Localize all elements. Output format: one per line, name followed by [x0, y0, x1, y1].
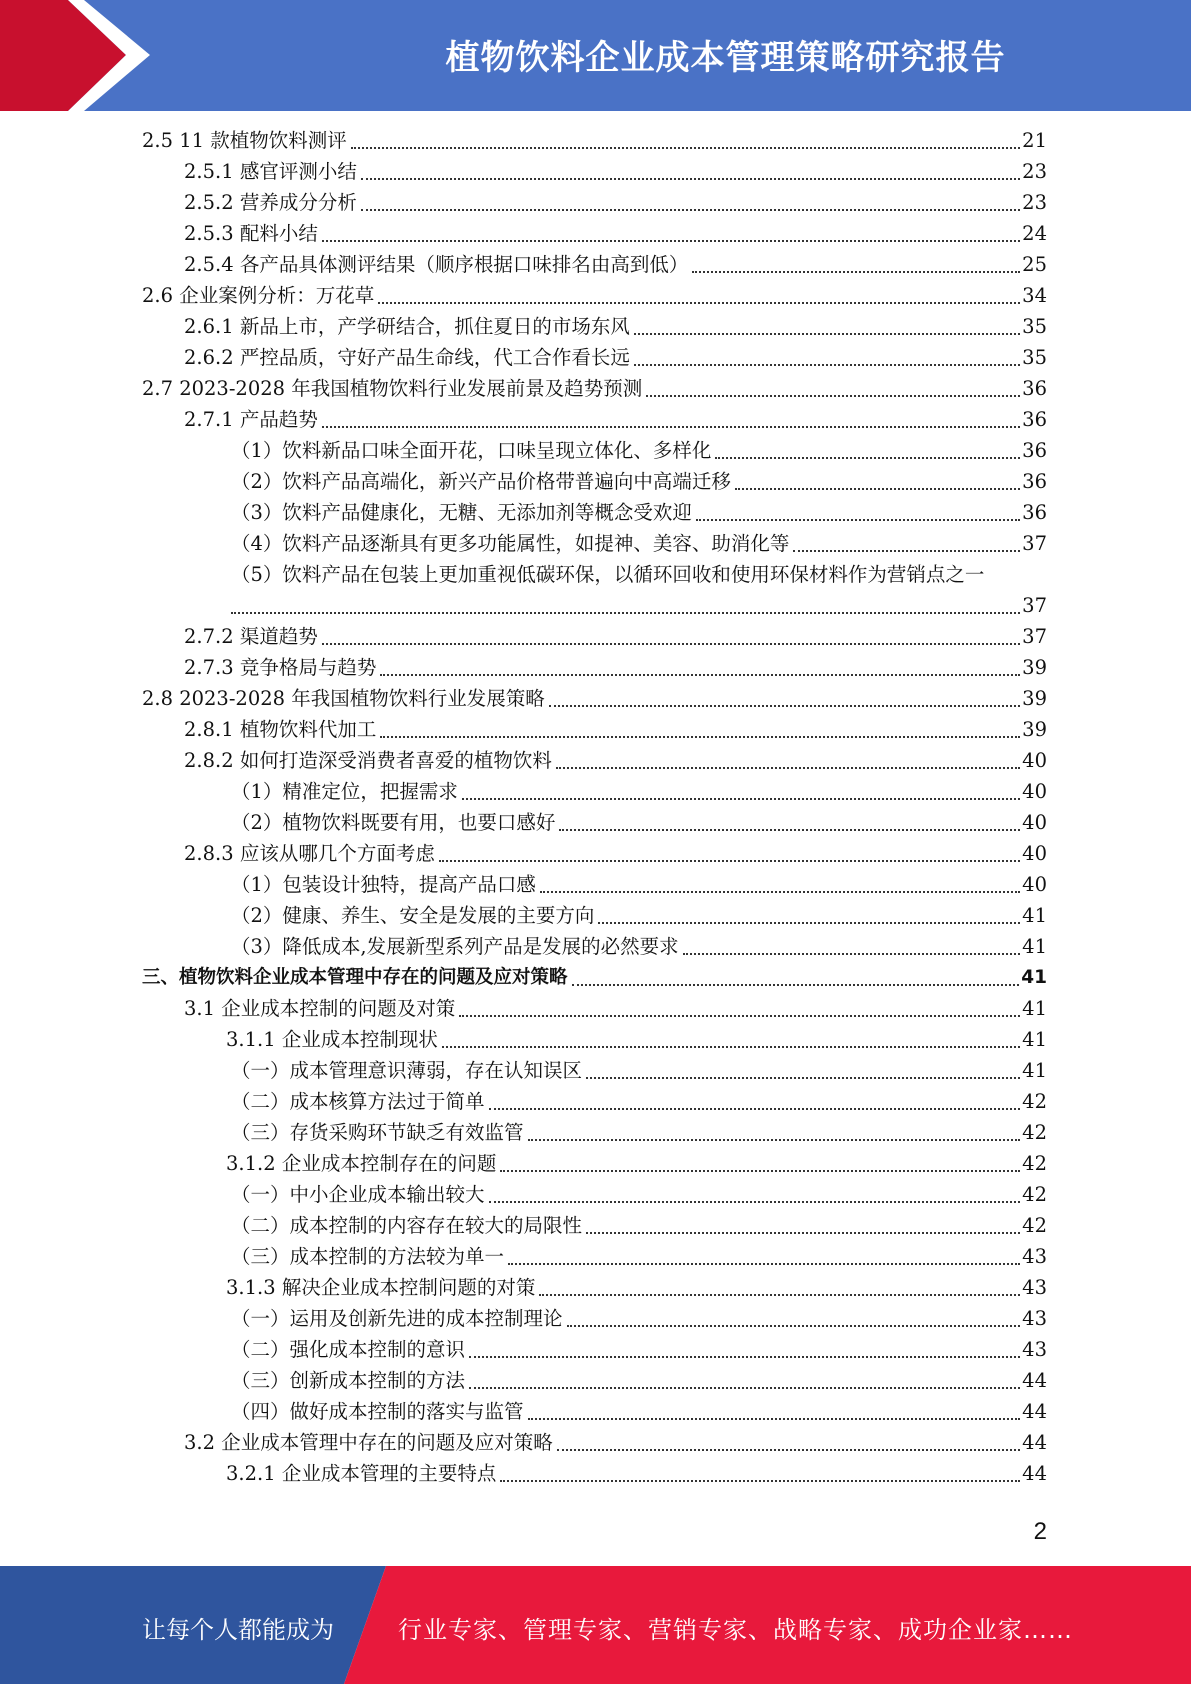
toc-entry[interactable]: （三）创新成本控制的方法 44	[231, 1369, 1047, 1392]
toc-chapter-entry[interactable]: 三、植物饮料企业成本管理中存在的问题及应对策略 41	[142, 967, 1047, 988]
toc-entry[interactable]: 2.7.2 渠道趋势 37	[184, 625, 1047, 648]
toc-entry[interactable]: 2.7.1 产品趋势 36	[184, 408, 1047, 431]
toc-entry[interactable]: （2）饮料产品高端化，新兴产品价格带普遍向中高端迁移 36	[231, 470, 1047, 493]
toc-entry[interactable]: 3.2 企业成本管理中存在的问题及应对策略 44	[184, 1431, 1047, 1454]
toc-entry[interactable]: （一）运用及创新先进的成本控制理论 43	[231, 1307, 1047, 1330]
toc-entry[interactable]: （二）强化成本控制的意识 43	[231, 1338, 1047, 1361]
toc-entry[interactable]: 2.5.4 各产品具体测评结果（顺序根据口味排名由高到低） 25	[184, 253, 1047, 276]
toc-entry[interactable]: 2.5.3 配料小结 24	[184, 222, 1047, 245]
toc-entry[interactable]: （三）存货采购环节缺乏有效监管 42	[231, 1121, 1047, 1144]
toc-entry[interactable]: （3）降低成本,发展新型系列产品是发展的必然要求 41	[231, 935, 1047, 958]
toc-entry[interactable]: 2.7 2023-2028 年我国植物饮料行业发展前景及趋势预测 36	[142, 377, 1047, 400]
toc-entry[interactable]: （1）饮料新品口味全面开花，口味呈现立体化、多样化 36	[231, 439, 1047, 462]
toc-entry[interactable]: 2.7.3 竞争格局与趋势 39	[184, 656, 1047, 679]
toc-entry[interactable]: 2.5 11 款植物饮料测评 21	[142, 129, 1047, 152]
toc-entry[interactable]: 2.5.1 感官评测小结 23	[184, 160, 1047, 183]
page-number: 2	[1033, 1518, 1047, 1545]
toc-entry[interactable]: 2.8.2 如何打造深受消费者喜爱的植物饮料 40	[184, 749, 1047, 772]
toc-entry[interactable]: （一）成本管理意识薄弱，存在认知误区 41	[231, 1059, 1047, 1082]
toc-entry[interactable]: 37	[231, 592, 1047, 620]
toc-entry[interactable]: （二）成本核算方法过于简单 42	[231, 1090, 1047, 1113]
document-title: 植物饮料企业成本管理策略研究报告	[445, 38, 1006, 78]
toc-entry[interactable]: 3.1.3 解决企业成本控制问题的对策 43	[226, 1276, 1047, 1299]
toc-entry[interactable]: 3.2.1 企业成本管理的主要特点 44	[226, 1462, 1047, 1485]
toc-entry[interactable]: 3.1.1 企业成本控制现状 41	[226, 1028, 1047, 1051]
toc-entry[interactable]: （四）做好成本控制的落实与监管 44	[231, 1400, 1047, 1423]
toc-entry[interactable]: 2.5.2 营养成分分析 23	[184, 191, 1047, 214]
toc-entry[interactable]: （三）成本控制的方法较为单一 43	[231, 1245, 1047, 1268]
toc-entry[interactable]: 2.6 企业案例分析：万花草 34	[142, 284, 1047, 307]
toc-entry[interactable]: （2）健康、养生、安全是发展的主要方向 41	[231, 904, 1047, 927]
toc-entry[interactable]: （1）精准定位，把握需求 40	[231, 780, 1047, 803]
toc-entry[interactable]: 2.8.1 植物饮料代加工 39	[184, 718, 1047, 741]
toc-entry[interactable]: （4）饮料产品逐渐具有更多功能属性，如提神、美容、助消化等 37	[231, 532, 1047, 555]
toc-entry[interactable]: 3.1.2 企业成本控制存在的问题 42	[226, 1152, 1047, 1175]
toc-entry[interactable]: 2.8.3 应该从哪几个方面考虑 40	[184, 842, 1047, 865]
toc-entry[interactable]: （二）成本控制的内容存在较大的局限性 42	[231, 1214, 1047, 1237]
header-banner	[0, 0, 1191, 111]
toc-entry[interactable]: 3.1 企业成本控制的问题及对策 41	[184, 997, 1047, 1020]
toc-entry[interactable]: （2）植物饮料既要有用，也要口感好 40	[231, 811, 1047, 834]
toc-entry[interactable]: 2.6.1 新品上市，产学研结合，抓住夏日的市场东风 35	[184, 315, 1047, 338]
toc-entry[interactable]: （1）包装设计独特，提高产品口感 40	[231, 873, 1047, 896]
footer-slogan-right: 行业专家、管理专家、营销专家、战略专家、成功企业家……	[398, 1616, 1073, 1644]
toc-entry[interactable]: （一）中小企业成本输出较大 42	[231, 1183, 1047, 1206]
arrow-decoration-icon	[0, 0, 160, 111]
toc-entry[interactable]: （3）饮料产品健康化，无糖、无添加剂等概念受欢迎 36	[231, 501, 1047, 524]
footer-banner	[0, 1566, 1191, 1684]
toc-entry[interactable]: 2.6.2 严控品质，守好产品生命线，代工合作看长远 35	[184, 346, 1047, 369]
toc-entry-wrapped-label[interactable]: （5）饮料产品在包装上更加重视低碳环保，以循环回收和使用环保材料作为营销点之一	[231, 563, 985, 586]
toc-entry[interactable]: 2.8 2023-2028 年我国植物饮料行业发展策略 39	[142, 687, 1047, 710]
footer-slogan-left: 让每个人都能成为	[142, 1616, 334, 1644]
